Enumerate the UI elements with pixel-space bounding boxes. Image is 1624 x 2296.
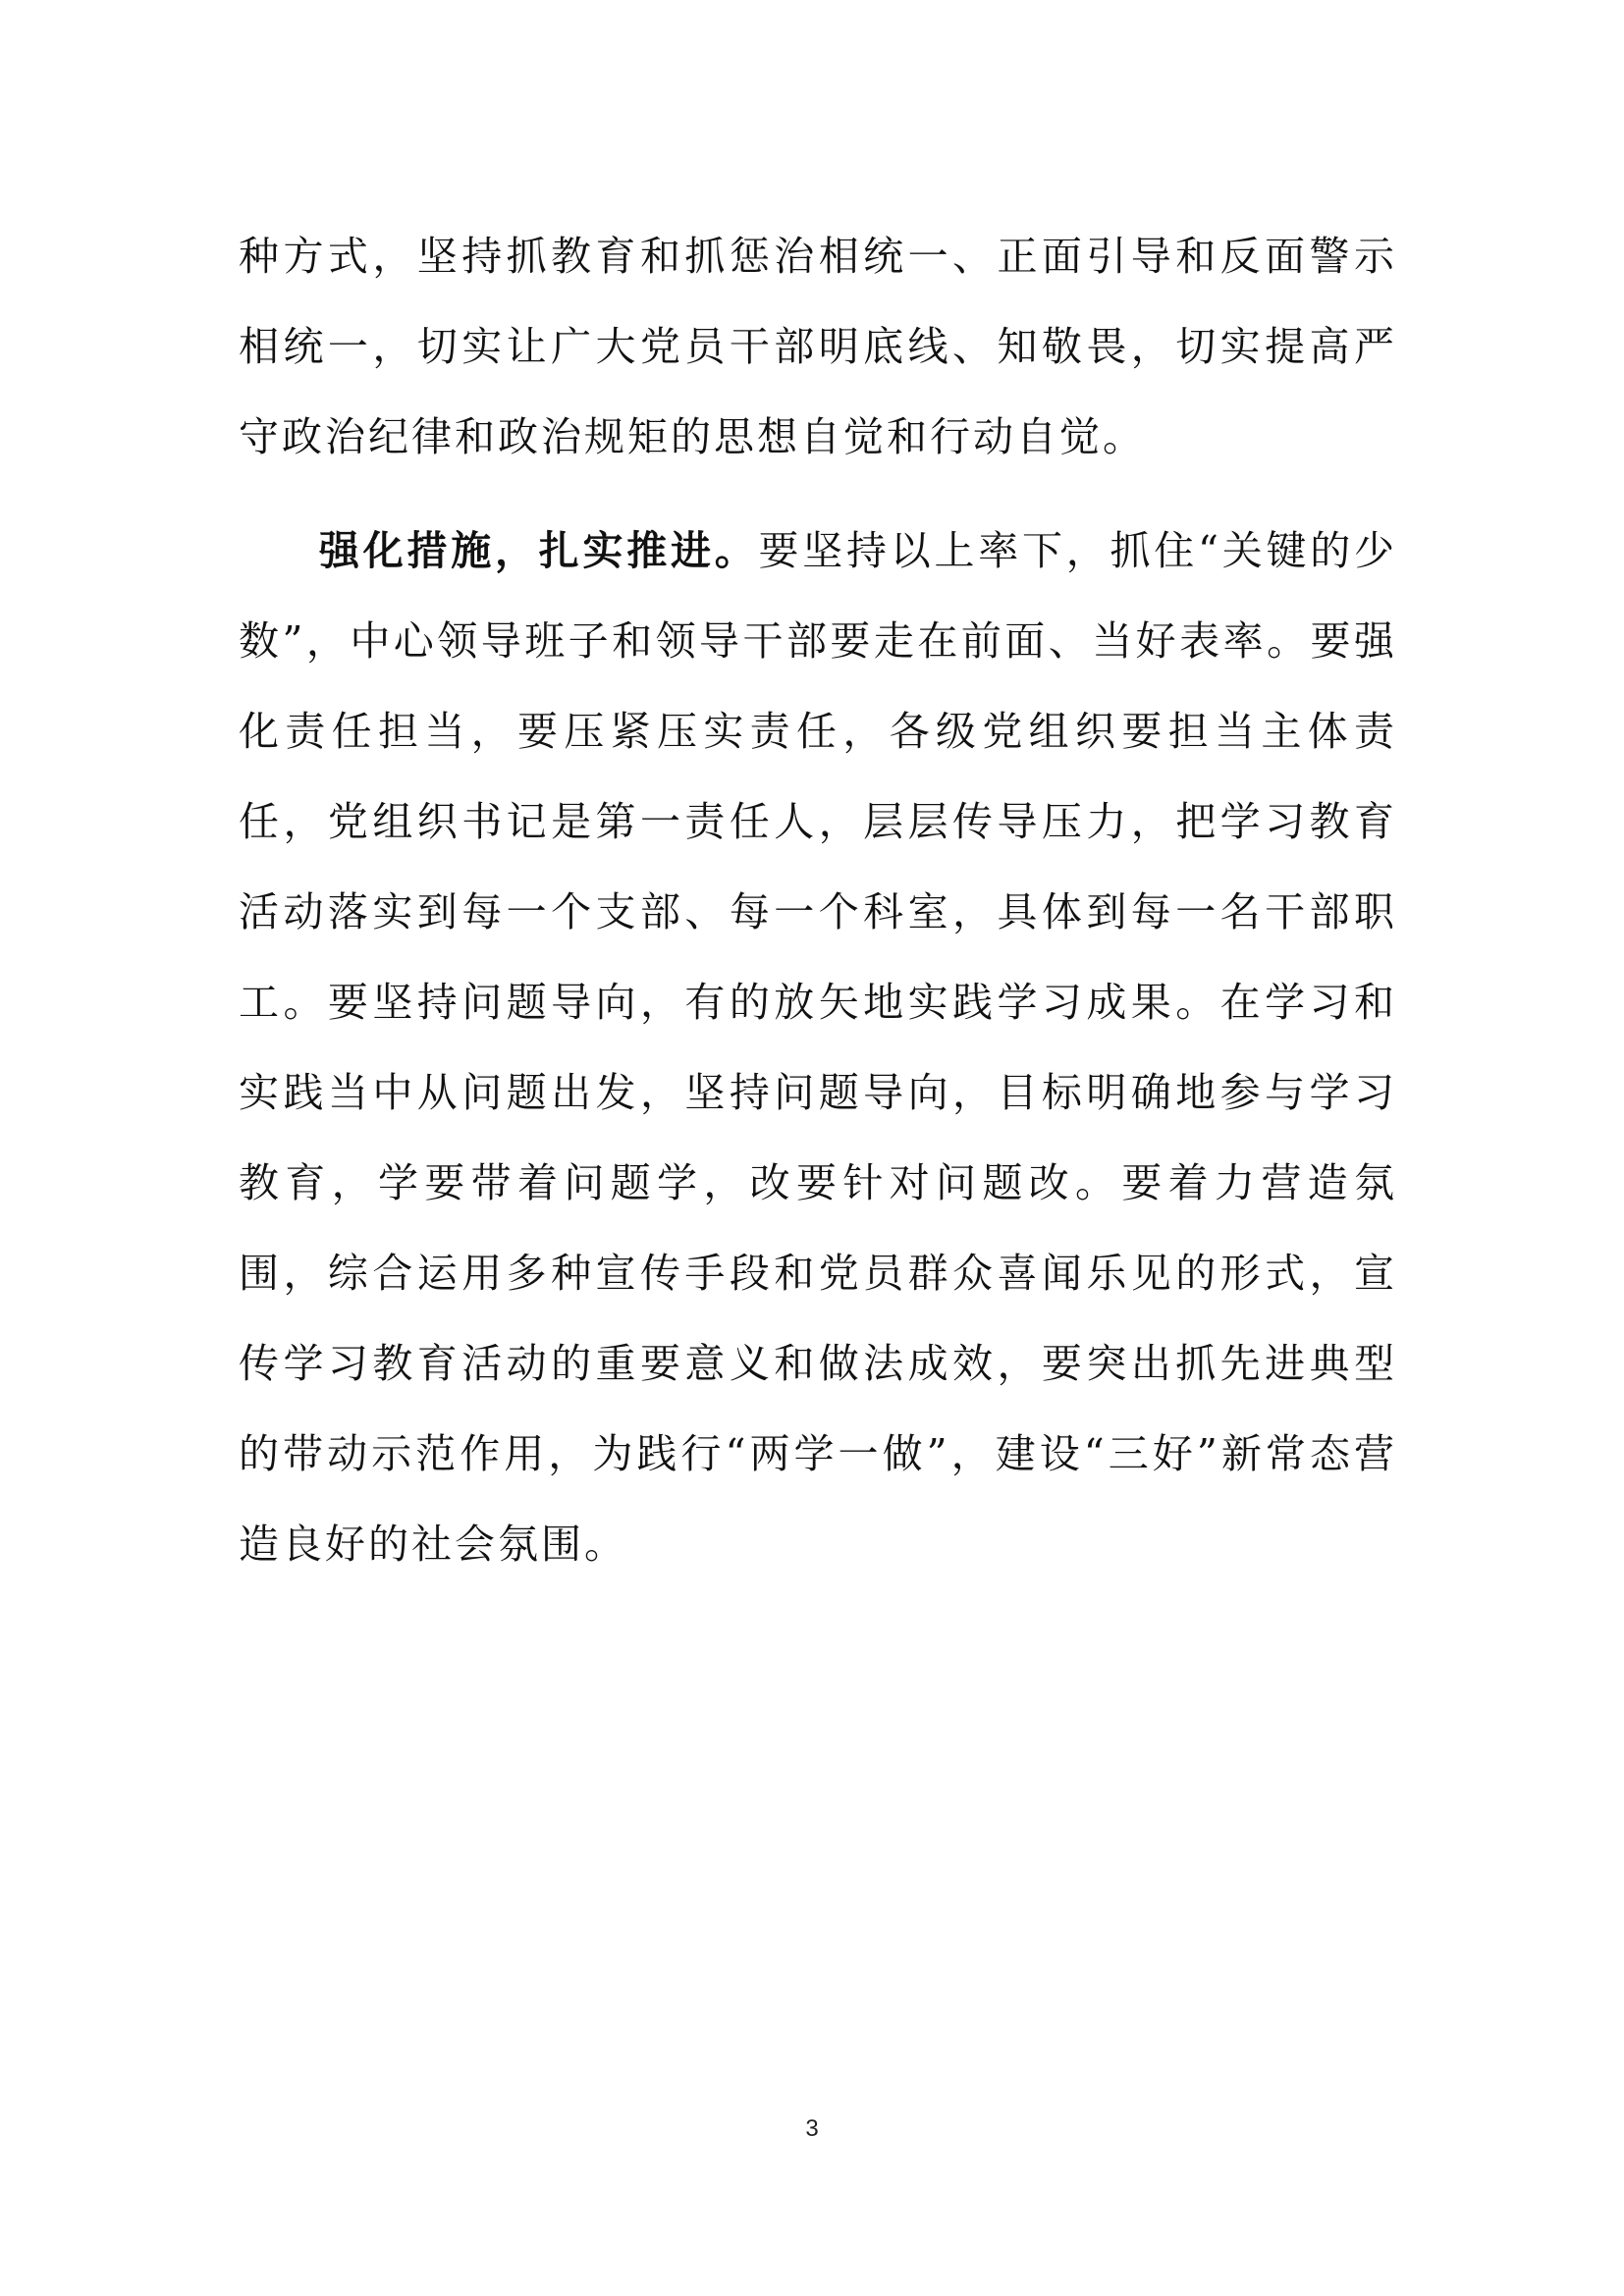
paragraph-continuation: 种方式，坚持抓教育和抓惩治相统一、正面引导和反面警示相统一，切实让广大党员干部明底线、知敬畏，切实提高严守政治纪律和政治规矩的思想自觉和行动自觉。 bbox=[239, 233, 1397, 460]
paragraph-lead-heading: 强化措施，扎实推进。 bbox=[319, 527, 759, 574]
body-text-block-2 bbox=[239, 506, 1397, 1589]
paragraph-body-text: 要坚持以上率下，抓住“关键的少数”，中心领导班子和领导干部要走在前面、当好表率。要强化责任担当，要压紧压实责任，各级党组织要担当主体责任，党组织书记是第一责任人，层层传导压力，把学习教育活动落实到每一个支部、每一个科室，具体到每一名干部职工。要坚持问题导向，有的放矢地实践学习成果。在学习和实践当中从问题出发，坚持问题导向，目标明确地参与学习教育，学要带着问题学，改要针对问题改。要着力营造氛围，综合运用多种宣传手段和党员群众喜闻乐见的形式，宣传学习教育活动的重要意义和做法成效，要突出抓先进典型的带动示范作用，为践行“两学一做”，建设“三好”新常态营造良好的社会氛围。 bbox=[239, 527, 1397, 1568]
page-number: 3 bbox=[805, 2115, 819, 2142]
paragraph-measures bbox=[239, 506, 1397, 1589]
body-text-block-1 bbox=[239, 211, 1397, 482]
